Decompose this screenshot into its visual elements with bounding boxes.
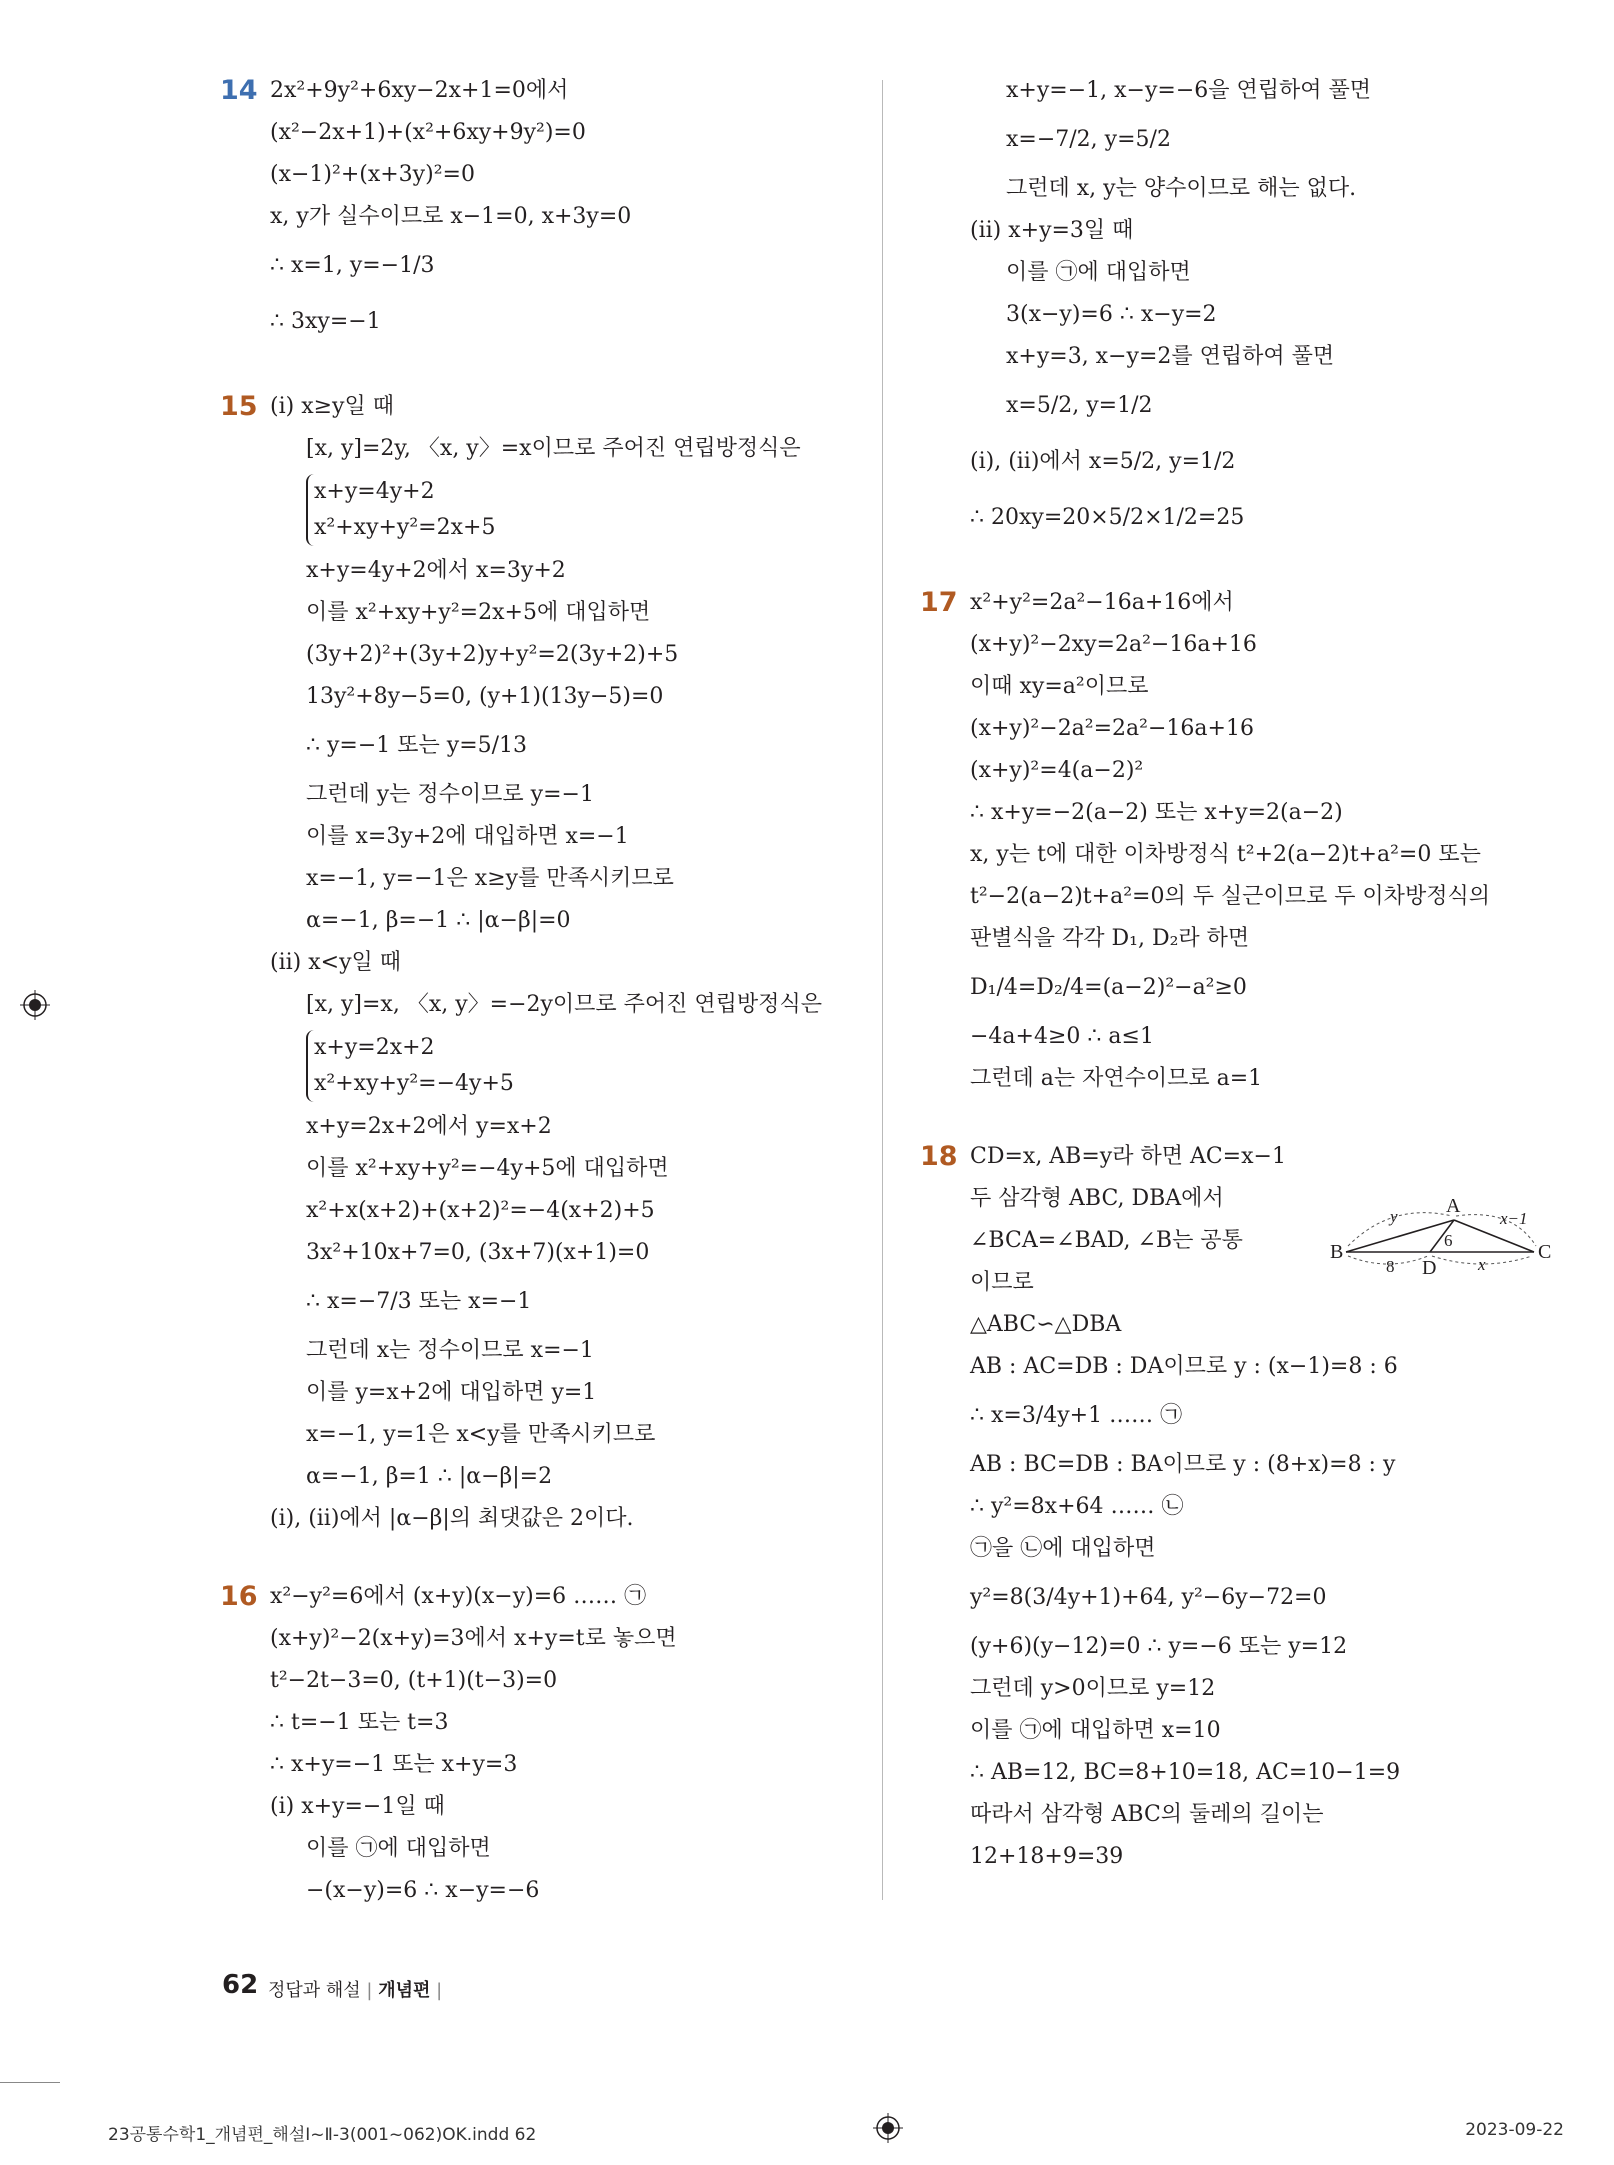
- solution-line: x+y=−1, x−y=−6을 연립하여 풀면: [1006, 78, 1372, 103]
- arc-y: [1348, 1213, 1452, 1246]
- slug-date: 2023-09-22: [1465, 2120, 1564, 2140]
- problem-number: 17: [920, 587, 958, 618]
- solution-line: x+y=4y+2에서 x=3y+2: [306, 558, 566, 583]
- label-8: 8: [1386, 1257, 1395, 1276]
- column-divider: [882, 80, 883, 1900]
- solution-line: 그런데 y는 정수이므로 y=−1: [306, 782, 594, 807]
- slug-filename: 23공통수학1_개념편_해설Ⅰ~Ⅱ-3(001~062)OK.indd 62: [108, 2125, 537, 2145]
- crop-mark: [0, 2082, 60, 2083]
- problem-16: [222, 1576, 862, 1912]
- solution-line: x=−1, y=−1은 x≥y를 만족시키므로: [306, 866, 674, 891]
- solution-line: (x+y)²=4(a−2)²: [970, 758, 1144, 783]
- label-b: B: [1330, 1241, 1344, 1263]
- solution-line: ∴ 20xy=20×5/2×1/2=25: [970, 505, 1245, 530]
- solution-line: x+y=3, x−y=2를 연립하여 풀면: [1006, 344, 1335, 369]
- solution-line: ㉠을 ㉡에 대입하면: [970, 1536, 1156, 1561]
- solution-line: (x+y)²−2a²=2a²−16a+16: [970, 716, 1254, 741]
- solution-line: ∴ x=−7/3 또는 x=−1: [306, 1289, 532, 1314]
- solution-line: [x, y]=2y, 〈x, y〉=x이므로 주어진 연립방정식은: [306, 436, 801, 461]
- solution-line: x²+x(x+2)+(x+2)²=−4(x+2)+5: [306, 1198, 655, 1223]
- solution-line: △ABC∽△DBA: [970, 1312, 1122, 1337]
- solution-line: (x+y)²−2(x+y)=3에서 x+y=t로 놓으면: [270, 1626, 677, 1651]
- solution-line: 3x²+10x+7=0, (3x+7)(x+1)=0: [306, 1240, 650, 1265]
- case-heading: (ⅰ) x≥y일 때: [270, 394, 394, 419]
- solution-line: (x−1)²+(x+3y)²=0: [270, 162, 475, 187]
- case-heading: (ⅱ) x<y일 때: [270, 950, 401, 975]
- solution-line: 3(x−y)=6 ∴ x−y=2: [1006, 302, 1217, 327]
- label-a: A: [1446, 1195, 1461, 1217]
- solution-line: (ⅰ), (ⅱ)에서 x=5/2, y=1/2: [970, 449, 1236, 474]
- solution-line: ∴ 3xy=−1: [270, 309, 381, 334]
- footer-section: 개념편: [378, 1980, 431, 2001]
- solution-line: t²−2(a−2)t+a²=0의 두 실근이므로 두 이차방정식의: [970, 884, 1490, 909]
- left-column: [222, 70, 862, 1948]
- footer-separator: |: [366, 1980, 373, 2001]
- conclusion-line: (ⅰ), (ⅱ)에서 |α−β|의 최댓값은 2이다.: [270, 1506, 634, 1531]
- system-equation: x²+xy+y²=−4y+5: [314, 1071, 514, 1096]
- solution-line: −4a+4≥0 ∴ a≤1: [970, 1024, 1154, 1049]
- registration-mark-icon: [873, 2113, 903, 2143]
- solution-line: x=−1, y=1은 x<y를 만족시키므로: [306, 1422, 656, 1447]
- solution-line: 이를 ㉠에 대입하면: [1006, 260, 1191, 285]
- solution-line: x=5/2, y=1/2: [1006, 393, 1153, 418]
- solution-line: 이때 xy=a²이므로: [970, 674, 1149, 699]
- solution-line: 이므로: [970, 1270, 1034, 1295]
- solution-line: (y+6)(y−12)=0 ∴ y=−6 또는 y=12: [970, 1634, 1348, 1659]
- label-c: C: [1538, 1241, 1552, 1263]
- problem-15: [222, 386, 862, 1540]
- solution-line: ∠BCA=∠BAD, ∠B는 공통: [970, 1228, 1243, 1253]
- solution-line: 13y²+8y−5=0, (y+1)(13y−5)=0: [306, 684, 664, 709]
- equation-system: [306, 1030, 862, 1102]
- solution-line: AB : AC=DB : DA이므로 y : (x−1)=8 : 6: [970, 1354, 1398, 1379]
- case-heading: (ⅱ) x+y=3일 때: [970, 218, 1134, 243]
- solution-line: ∴ x=3/4y+1 …… ㉠: [970, 1403, 1183, 1428]
- solution-line: ∴ t=−1 또는 t=3: [270, 1710, 449, 1735]
- solution-line: 12+18+9=39: [970, 1844, 1124, 1869]
- solution-line: ∴ y=−1 또는 y=5/13: [306, 733, 528, 758]
- equation-system: [306, 474, 862, 546]
- problem-14: [222, 70, 862, 350]
- solution-line: D₁/4=D₂/4=(a−2)²−a²≥0: [970, 975, 1247, 1000]
- solution-line: 그런데 a는 자연수이므로 a=1: [970, 1066, 1263, 1091]
- solution-line: (x²−2x+1)+(x²+6xy+9y²)=0: [270, 120, 586, 145]
- solution-line: α=−1, β=−1 ∴ |α−β|=0: [306, 908, 571, 933]
- solution-line: ∴ x+y=−1 또는 x+y=3: [270, 1752, 518, 1777]
- system-equation: x+y=2x+2: [314, 1035, 435, 1060]
- solution-line: 판별식을 각각 D₁, D₂라 하면: [970, 926, 1250, 951]
- solution-line: x=−7/2, y=5/2: [1006, 127, 1171, 152]
- solution-line: x²−y²=6에서 (x+y)(x−y)=6 …… ㉠: [270, 1584, 647, 1609]
- solution-line: [x, y]=x, 〈x, y〉=−2y이므로 주어진 연립방정식은: [306, 992, 822, 1017]
- solution-line: 이를 x²+xy+y²=2x+5에 대입하면: [306, 600, 651, 625]
- segment-ab: [1346, 1220, 1454, 1252]
- right-column: [922, 70, 1562, 1914]
- label-6: 6: [1444, 1231, 1453, 1250]
- label-y: y: [1390, 1207, 1398, 1226]
- solution-line: x²+y²=2a²−16a+16에서: [970, 590, 1234, 615]
- problem-number: 14: [220, 75, 258, 106]
- solution-line: 이를 x=3y+2에 대입하면 x=−1: [306, 824, 629, 849]
- solution-line: 2x²+9y²+6xy−2x+1=0에서: [270, 78, 569, 103]
- solution-line: 따라서 삼각형 ABC의 둘레의 길이는: [970, 1802, 1324, 1827]
- problem-number: 16: [220, 1581, 258, 1612]
- solution-line: −(x−y)=6 ∴ x−y=−6: [306, 1878, 540, 1903]
- system-equation: x+y=4y+2: [314, 479, 435, 504]
- solution-line: 이를 ㉠에 대입하면 x=10: [970, 1718, 1221, 1743]
- solution-line: 두 삼각형 ABC, DBA에서: [970, 1186, 1224, 1211]
- problem-number: 18: [920, 1141, 958, 1172]
- solution-line: x+y=2x+2에서 y=x+2: [306, 1114, 552, 1139]
- label-d: D: [1422, 1257, 1437, 1279]
- system-equation: x²+xy+y²=2x+5: [314, 515, 496, 540]
- solution-line: α=−1, β=1 ∴ |α−β|=2: [306, 1464, 553, 1489]
- solution-line: (x+y)²−2xy=2a²−16a+16: [970, 632, 1257, 657]
- solution-line: ∴ y²=8x+64 …… ㉡: [970, 1494, 1184, 1519]
- footer-separator: |: [436, 1980, 443, 2001]
- problem-number: 15: [220, 391, 258, 422]
- solution-line: x, y는 t에 대한 이차방정식 t²+2(a−2)t+a²=0 또는: [970, 842, 1481, 867]
- solution-line: ∴ AB=12, BC=8+10=18, AC=10−1=9: [970, 1760, 1401, 1785]
- solution-line: ∴ x=1, y=−1/3: [270, 253, 435, 278]
- solution-line: x, y가 실수이므로 x−1=0, x+3y=0: [270, 204, 632, 229]
- solution-line: 이를 y=x+2에 대입하면 y=1: [306, 1380, 597, 1405]
- solution-line: 그런데 x는 정수이므로 x=−1: [306, 1338, 594, 1363]
- label-x: x: [1478, 1255, 1486, 1274]
- problem-18: [922, 1136, 1562, 1878]
- solution-line: ∴ x+y=−2(a−2) 또는 x+y=2(a−2): [970, 800, 1343, 825]
- solution-line: t²−2t−3=0, (t+1)(t−3)=0: [270, 1668, 558, 1693]
- solution-line: 이를 x²+xy+y²=−4y+5에 대입하면: [306, 1156, 669, 1181]
- registration-mark-icon: [20, 990, 50, 1020]
- problem-17: [922, 582, 1562, 1100]
- label-x-minus-1: x−1: [1500, 1209, 1528, 1228]
- solution-line: AB : BC=DB : BA이므로 y : (8+x)=8 : y: [970, 1452, 1396, 1477]
- solution-line: 그런데 x, y는 양수이므로 해는 없다.: [1006, 176, 1357, 201]
- solution-line: y²=8(3/4y+1)+64, y²−6y−72=0: [970, 1585, 1327, 1610]
- solution-line: 이를 ㉠에 대입하면: [306, 1836, 491, 1861]
- solution-line: CD=x, AB=y라 하면 AC=x−1: [970, 1144, 1286, 1169]
- case-heading: (ⅰ) x+y=−1일 때: [270, 1794, 445, 1819]
- solution-line: (3y+2)²+(3y+2)y+y²=2(3y+2)+5: [306, 642, 679, 667]
- footer-label: [268, 1976, 442, 2002]
- page-number: 62: [222, 1970, 259, 2000]
- solution-line: 그런데 y>0이므로 y=12: [970, 1676, 1216, 1701]
- problem-16-continued: [922, 70, 1562, 546]
- triangle-figure: [1332, 1172, 1562, 1282]
- footer-book-title: 정답과 해설: [268, 1980, 361, 2001]
